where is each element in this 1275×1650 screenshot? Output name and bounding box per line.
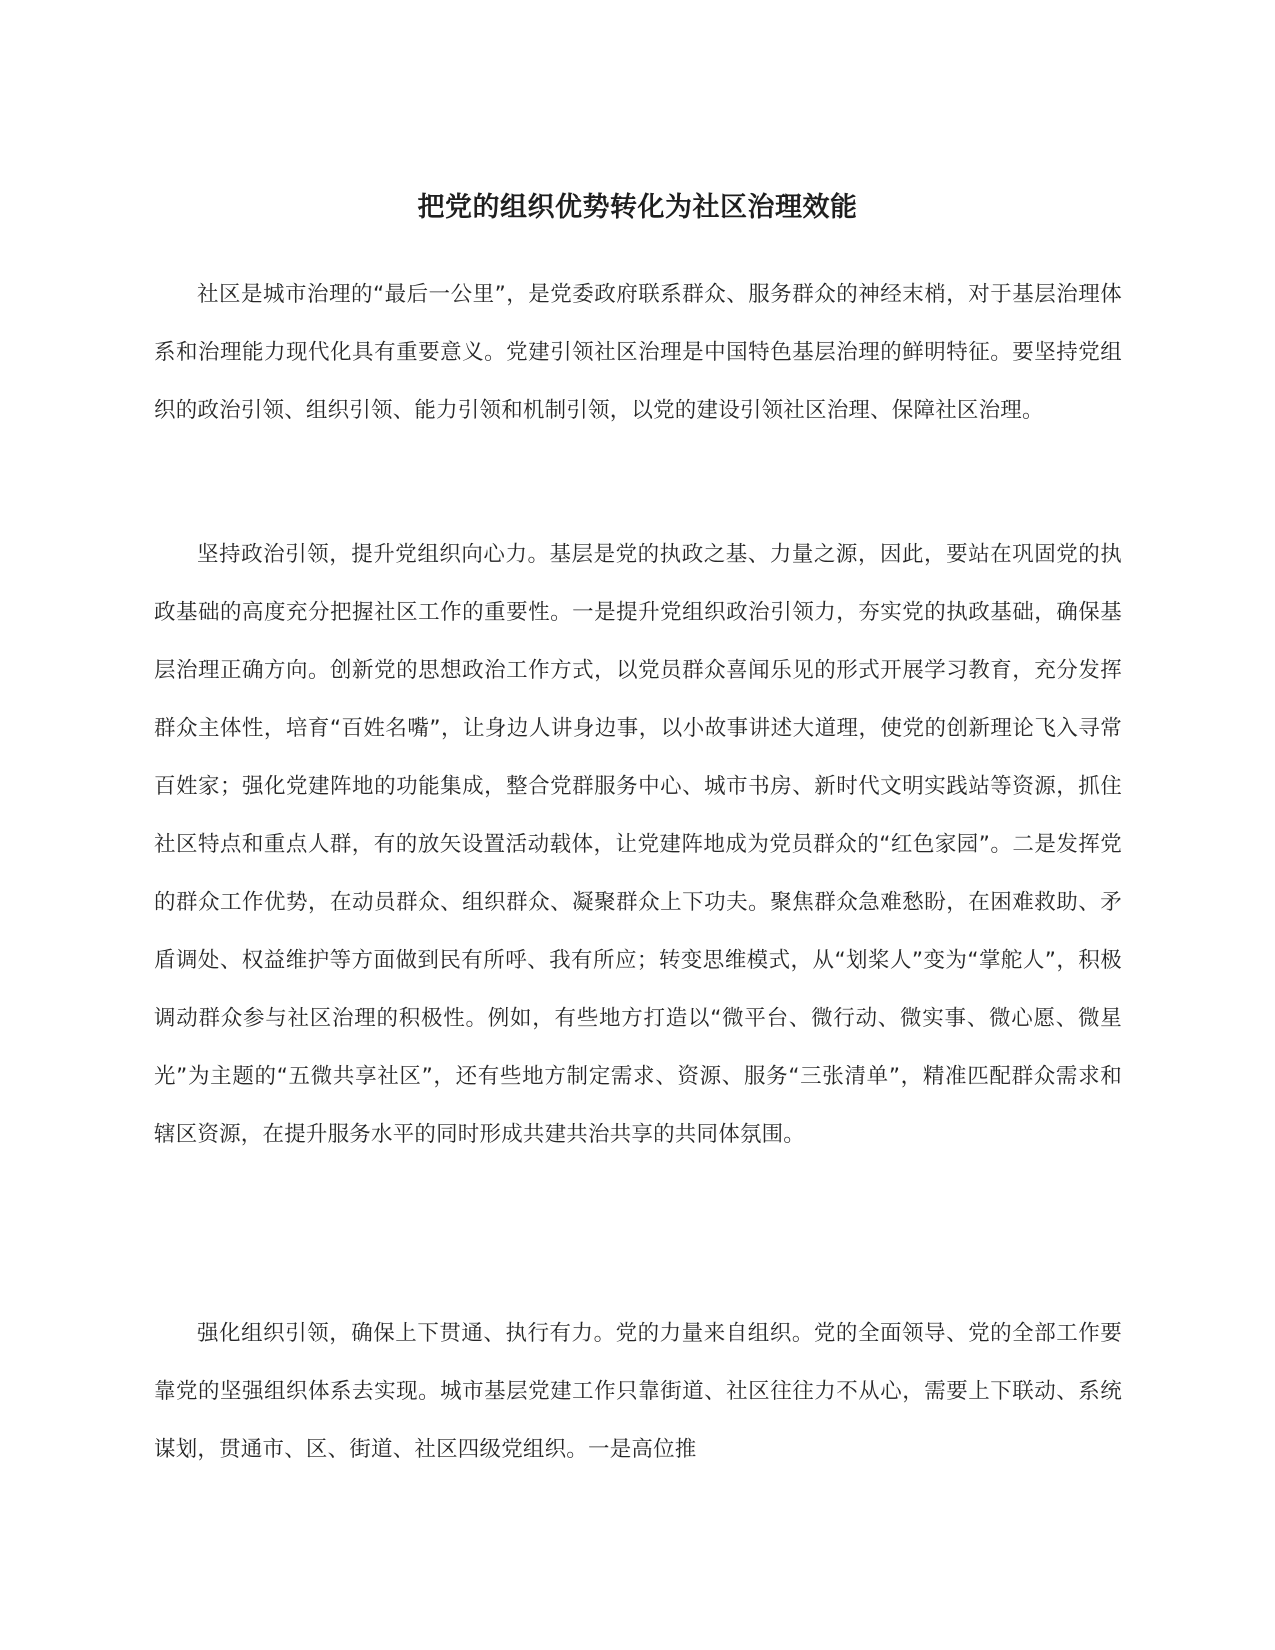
paragraph-organizational-leadership: 强化组织引领，确保上下贯通、执行有力。党的力量来自组织。党的全面领导、党的全部工作要靠党的坚强组织体系去实现。城市基层党建工作只靠街道、社区往往力不从心，需要上下联动、系统谋划，贯通市、区、街道、社区四级党组织。一是高位推 (154, 1321, 1122, 1462)
document-title: 把党的组织优势转化为社区治理效能 (417, 192, 858, 223)
paragraph-political-leadership: 坚持政治引领，提升党组织向心力。基层是党的执政之基、力量之源，因此，要站在巩固党的执政基础的高度充分把握社区工作的重要性。一是提升党组织政治引领力，夯实党的执政基础，确保基层治理正确方向。创新党的思想政治工作方式，以党员群众喜闻乐见的形式开展学习教育，充分发挥群众主体性，培育“百姓名嘴”，让身边人讲身边事，以小故事讲述大道理，使党的创新理论飞入寻常百姓家；强化党建阵地的功能集成，整合党群服务中心、城市书房、新时代文明实践站等资源，抓住社区特点和重点人群，有的放矢设置活动载体，让党建阵地成为党员群众的“红色家园”。二是发挥党的群众工作优势，在动员群众、组织群众、凝聚群众上下功夫。聚焦群众急难愁盼，在困难救助、矛盾调处、权益维护等方面做到民有所呼、我有所应；转变思维模式，从“划桨人”变为“掌舵人”，积极调动群众参与社区治理的积极性。例如，有些地方打造以“微平台、微行动、微实事、微心愿、微星光”为主题的“五微共享社区”，还有些地方制定需求、资源、服务“三张清单”，精准匹配群众需求和辖区资源，在提升服务水平的同时形成共建共治共享的共同体氛围。 (154, 542, 1122, 1147)
paragraph-intro: 社区是城市治理的“最后一公里”，是党委政府联系群众、服务群众的神经末梢，对于基层治理体系和治理能力现代化具有重要意义。党建引领社区治理是中国特色基层治理的鲜明特征。要坚持党组织的政治引领、组织引领、能力引领和机制引领，以党的建设引领社区治理、保障社区治理。 (154, 282, 1122, 423)
